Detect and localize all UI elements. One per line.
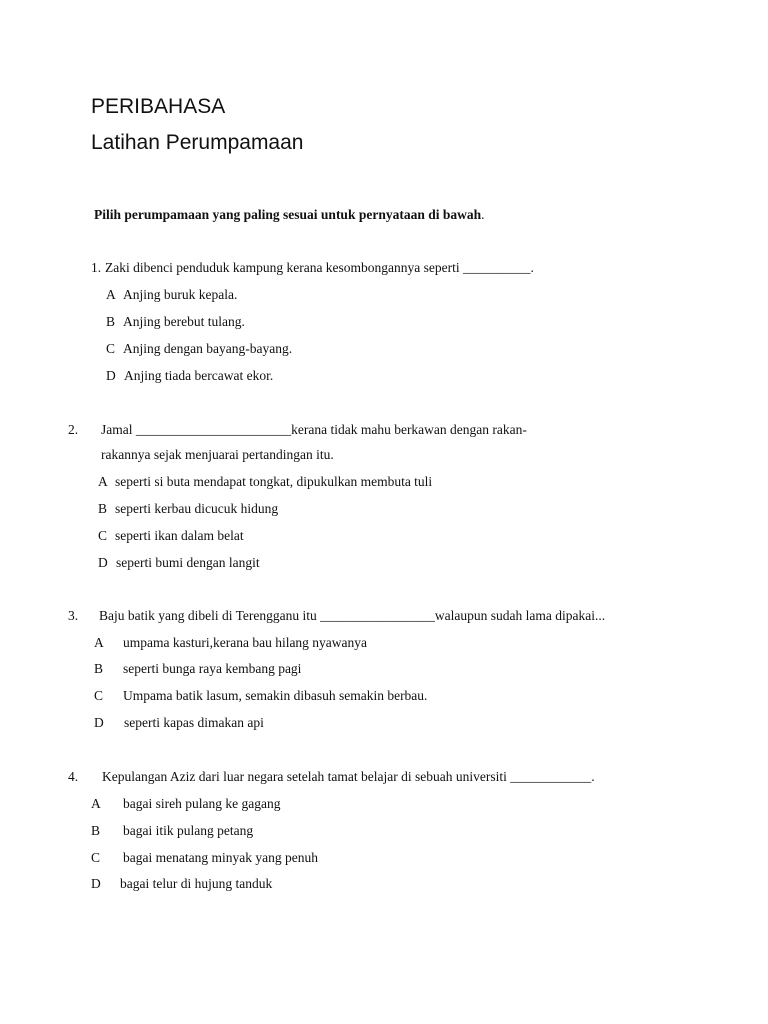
q2-option-a-text: seperti si buta mendapat tongkat, dipukulkan membuta tuli xyxy=(115,474,433,489)
q2-option-a-letter: A xyxy=(98,474,108,489)
q4-option-b-letter: B xyxy=(91,823,101,838)
instruction xyxy=(94,207,484,223)
q1-option-c-text: Anjing dengan bayang-bayang. xyxy=(123,341,293,356)
question-2-number: 2. xyxy=(68,422,79,437)
question-1-number: 1. xyxy=(91,260,102,275)
q2-option-b-text: seperti kerbau dicucuk hidung xyxy=(115,501,279,516)
q4-option-c-letter: C xyxy=(91,850,101,865)
question-3-text: Baju batik yang dibeli di Terengganu itu _________________walaupun sudah lama dipakai... xyxy=(99,608,606,623)
question-2-text-line2: rakannya sejak menjuarai pertandingan itu. xyxy=(101,447,334,462)
q3-option-b-text: seperti bunga raya kembang pagi xyxy=(123,661,302,676)
question-3-number: 3. xyxy=(68,608,79,623)
q3-option-c-letter: C xyxy=(94,688,104,703)
q2-option-b-letter: B xyxy=(98,501,108,516)
q2-option-c-letter: C xyxy=(98,528,108,543)
q1-option-a-letter: A xyxy=(106,287,116,302)
page-title: PERIBAHASA xyxy=(91,95,226,118)
page-subtitle: Latihan Perumpamaan xyxy=(91,131,304,154)
q3-option-a-letter: A xyxy=(94,635,104,650)
q2-option-c-text: seperti ikan dalam belat xyxy=(115,528,244,543)
q1-option-a-text: Anjing buruk kepala. xyxy=(123,287,238,302)
q3-option-c-text: Umpama batik lasum, semakin dibasuh semakin berbau. xyxy=(123,688,428,703)
q3-option-b-letter: B xyxy=(94,661,104,676)
q1-option-b-text: Anjing berebut tulang. xyxy=(123,314,245,329)
q3-option-a-text: umpama kasturi,kerana bau hilang nyawanya xyxy=(123,635,368,650)
q4-option-c-text: bagai menatang minyak yang penuh xyxy=(123,850,318,865)
question-4-number: 4. xyxy=(68,769,79,784)
q1-option-d-text: Anjing tiada bercawat ekor. xyxy=(124,368,274,383)
q1-option-c-letter: C xyxy=(106,341,116,356)
q4-option-a-text: bagai sireh pulang ke gagang xyxy=(123,796,281,811)
question-1-text: Zaki dibenci penduduk kampung kerana kesombongannya seperti __________. xyxy=(105,260,534,275)
q3-option-d-text: seperti kapas dimakan api xyxy=(124,715,264,730)
q2-option-d-letter: D xyxy=(98,555,108,570)
q4-option-b-text: bagai itik pulang petang xyxy=(123,823,254,838)
instruction-text: Pilih perumpamaan yang paling sesuai untuk pernyataan di bawah xyxy=(94,207,482,222)
question-4-text: Kepulangan Aziz dari luar negara setelah tamat belajar di sebuah universiti ____________. xyxy=(102,769,595,784)
q1-option-d-letter: D xyxy=(106,368,116,383)
q2-option-d-text: seperti bumi dengan langit xyxy=(116,555,260,570)
q4-option-d-letter: D xyxy=(91,876,101,891)
q4-option-a-letter: A xyxy=(91,796,101,811)
instruction-period: . xyxy=(481,207,485,222)
q4-option-d-text: bagai telur di hujung tanduk xyxy=(120,876,273,891)
question-2-text-line1: Jamal _______________________kerana tidak mahu berkawan dengan rakan- xyxy=(101,422,527,437)
q1-option-b-letter: B xyxy=(106,314,116,329)
q3-option-d-letter: D xyxy=(94,715,104,730)
